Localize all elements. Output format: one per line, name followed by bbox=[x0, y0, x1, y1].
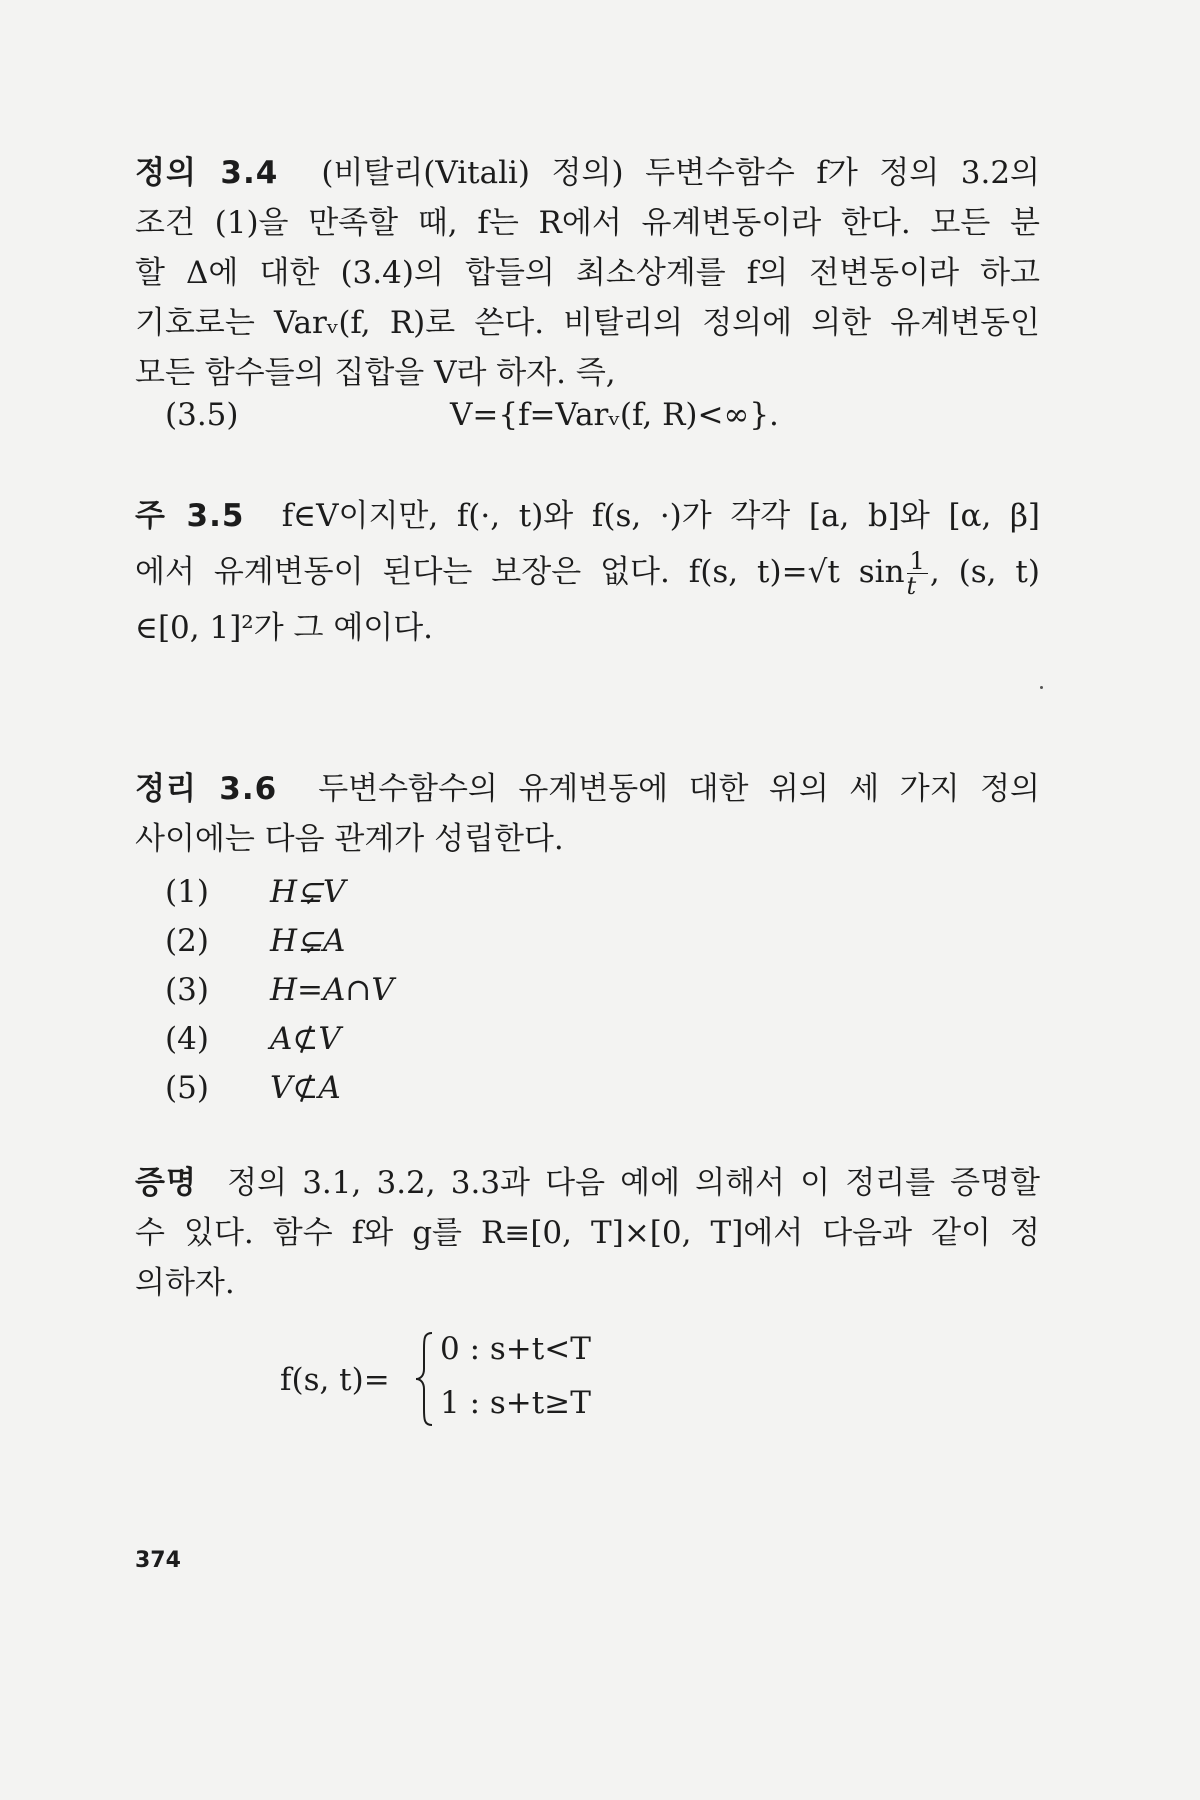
theorem-label: 정리 3.6 bbox=[135, 771, 278, 807]
proof-label: 증명 bbox=[135, 1165, 197, 1201]
note-line-3: ∈[0, 1]²가 그 예이다. bbox=[135, 610, 434, 646]
note-line-1: 주 3.5 f∈V이지만, f(·, t)와 f(s, ·)가 각각 [a, b]와 [α, β] bbox=[135, 498, 1040, 534]
book-page: 정의 3.4 (비탈리(Vitali) 정의) 두변수함수 f가 정의 3.2의 조건 (1)을 만족할 때, f는 R에서 유계변동이라 한다. 모든 분 할 Δ에 대한 (3.4)의 합들의 최소상계를 f의 전변동이라 하고 기호로는 Varᵥ(f, R)로 쓴다. 비탈리의 정의에 의한 유계변동인 모든 함수들의 집합을 V라 하자. 즉, (3.5) V={f=Varᵥ(f, R)<∞}. 주 3.5 f∈V이지만, f(·, t)와 f(s, ·)가 각각 [a, b]와 [α, β] 에서 유계변동이 된다는 보장은 없다. f(s, t)=√t sin $\frac{1}{t}$ , (s, t) ∈[0, 1]²가 그 예이다. 정리 3.6 두변수함수의 유계변동에 대한 위의 세 가지 정의 사이에는 다음 관계가 성립한다. (1) H⊊V (2) H⊊A (3) H=A∩V (4) A⊄V (5) V⊄A 증명 정의 3.1, 3.2, 3.3과 다음 예에 의해서 이 정리를 증명할 수 있다. 함수 f와 g를 R≡[0, T]×[0, T]에서 다음과 같이 정 의하자. f(s, t)= 0 : s+t<T 1 : s+t≥T 374 bbox=[0, 0, 1200, 1800]
piecewise-lhs: f(s, t)= bbox=[280, 1362, 390, 1398]
definition-label: 정의 3.4 bbox=[135, 155, 279, 191]
proof-line-2: 수 있다. 함수 f와 g를 R≡[0, T]×[0, T]에서 다음과 같이 정 bbox=[135, 1215, 1040, 1251]
page-number: 374 bbox=[135, 1548, 181, 1573]
equation-body: V={f=Varᵥ(f, R)<∞}. bbox=[450, 397, 779, 433]
note-3-5 bbox=[135, 488, 1040, 656]
definition-line-5: 모든 함수들의 집합을 V라 하자. 즉, bbox=[135, 355, 616, 391]
definition-line-2: 조건 (1)을 만족할 때, f는 R에서 유계변동이라 한다. 모든 분 bbox=[135, 205, 1040, 241]
definition-3-4 bbox=[135, 148, 1040, 398]
piecewise-case-1: 0 : s+t<T bbox=[440, 1331, 591, 1367]
piecewise-definition bbox=[280, 1325, 700, 1435]
note-line-2: 에서 유계변동이 된다는 보장은 없다. f(s, t)=√t sin $\frac{1}{t}$ , (s, t) bbox=[135, 547, 1040, 600]
theorem-line-1: 정리 3.6 두변수함수의 유계변동에 대한 위의 세 가지 정의 bbox=[135, 771, 1040, 807]
definition-line-1: 정의 3.4 (비탈리(Vitali) 정의) 두변수함수 f가 정의 3.2의 bbox=[135, 155, 1040, 191]
proof-line-3: 의하자. bbox=[135, 1265, 235, 1301]
left-brace-icon bbox=[412, 1329, 436, 1429]
stray-mark bbox=[1040, 686, 1043, 689]
fraction-one-over-t: $\frac{1}{t}$ bbox=[907, 549, 928, 598]
proof-line-1: 증명 정의 3.1, 3.2, 3.3과 다음 예에 의해서 이 정리를 증명할 bbox=[135, 1165, 1040, 1201]
piecewise-case-2: 1 : s+t≥T bbox=[440, 1385, 591, 1421]
theorem-3-6 bbox=[135, 764, 1040, 864]
proof bbox=[135, 1158, 1040, 1308]
definition-line-3: 할 Δ에 대한 (3.4)의 합들의 최소상계를 f의 전변동이라 하고 bbox=[135, 255, 1040, 291]
equation-number: (3.5) bbox=[165, 397, 239, 433]
note-label: 주 3.5 bbox=[135, 498, 245, 534]
theorem-line-2: 사이에는 다음 관계가 성립한다. bbox=[135, 821, 564, 857]
definition-line-4: 기호로는 Varᵥ(f, R)로 쓴다. 비탈리의 정의에 의한 유계변동인 bbox=[135, 305, 1040, 341]
